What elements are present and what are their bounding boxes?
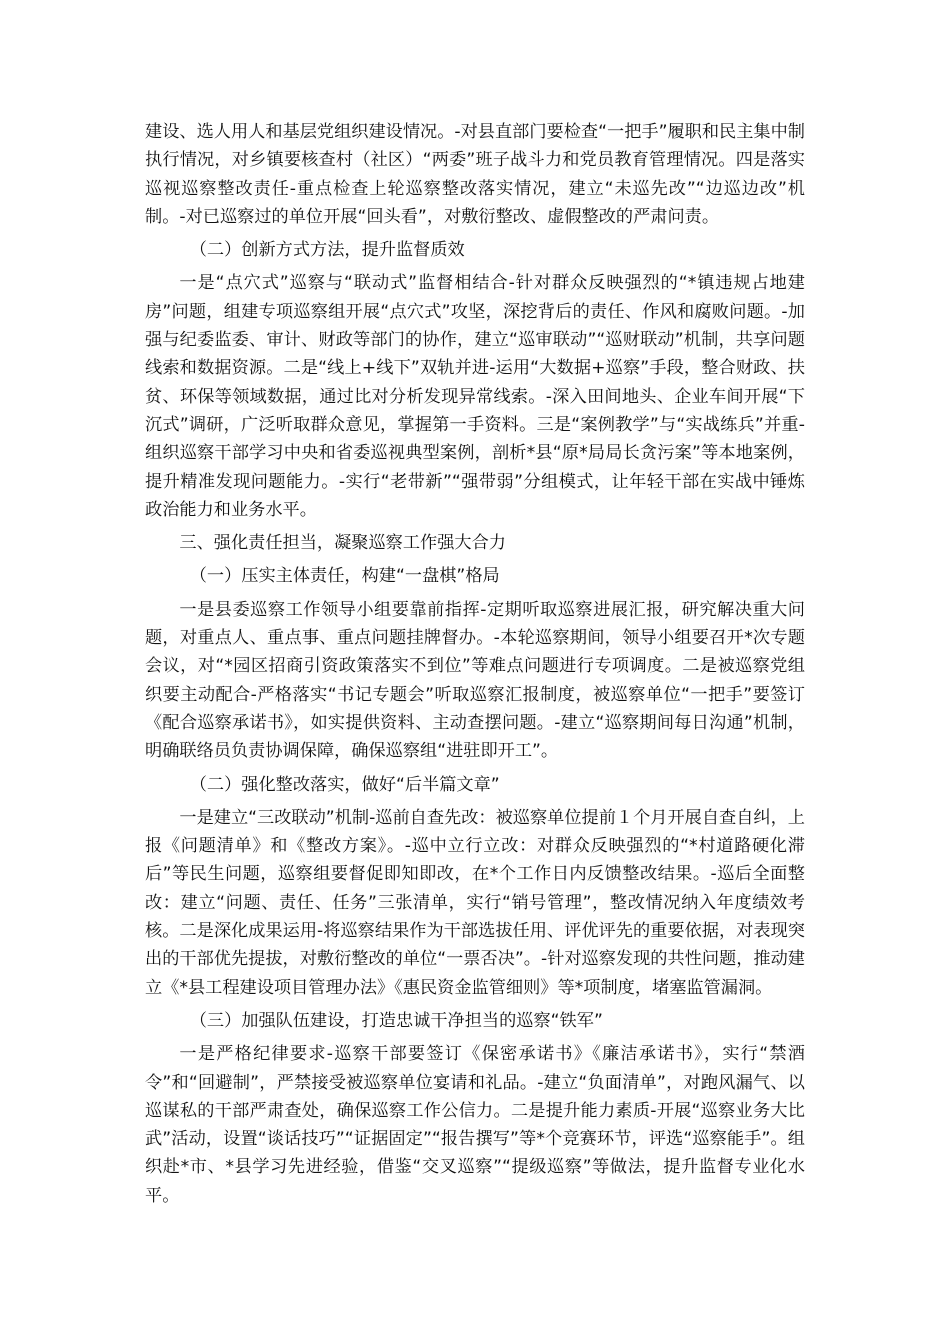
section-heading: 三、强化责任担当，凝聚巡察工作强大合力 [179,533,506,554]
body-paragraph: 一是建立“三改联动”机制-巡前自查先改：被巡察单位提前１个月开展自查自纠，上报《问题清单》和《整改方案》。-巡中立行立改：对群众反映强烈的“*村道路硬化滞后”等民生问题，巡察组要督促即知即改，在*个工作日内反馈整改结果。-巡后全面整改：建立“问题、责任、任务”三张清单，实行“销号管理”，整改情况纳入年度绩效考核。二是深化成果运用-将巡察结果作为干部选拔任用、评优评先的重要依据，对表现突出的干部优先提拔，对敷衍整改的单位“一票否决”。-针对巡察发现的共性问题，推动建立《*县工程建设项目管理办法》《惠民资金监管细则》等*项制度，堵塞监管漏洞。 [145,807,805,998]
section-subheading: （一）压实主体责任，构建“一盘棋”格局 [189,566,500,587]
body-paragraph: 一是县委巡察工作领导小组要靠前指挥-定期听取巡察进展汇报，研究解决重大问题，对重点人、重点事、重点问题挂牌督办。-本轮巡察期间，领导小组要召开*次专题会议，对“*园区招商引资政策落实不到位”等难点问题进行专项调度。二是被巡察党组织要主动配合-严格落实“书记专题会”听取巡察汇报制度，被巡察单位“一把手”要签订《配合巡察承诺书》，如实提供资料、主动查摆问题。-建立“巡察期间每日沟通”机制，明确联络员负责协调保障，确保巡察组“进驻即开工”。 [145,599,805,762]
section-subheading: （三）加强队伍建设，打造忠诚干净担当的巡察“铁军” [189,1010,603,1031]
document-page [145,118,805,1215]
section-subheading: （二）创新方式方法，提升监督质效 [189,240,465,261]
section-subheading: （二）强化整改落实，做好“后半篇文章” [189,774,500,795]
body-paragraph: 一是“点穴式”巡察与“联动式”监督相结合-针对群众反映强烈的“*镇违规占地建房”问题，组建专项巡察组开展“点穴式”攻坚，深挖背后的责任、作风和腐败问题。-加强与纪委监委、审计、财政等部门的协作，建立“巡审联动”“巡财联动”机制，共享问题线索和数据资源。二是“线上+线下”双轨并进-运用“大数据+巡察”手段，整合财政、扶贫、环保等领域数据，通过比对分析发现异常线索。-深入田间地头、企业车间开展“下沉式”调研，广泛听取群众意见，掌握第一手资料。三是“案例教学”与“实战练兵”并重-组织巡察干部学习中央和省委巡视典型案例，剖析*县“原*局局长贪污案”等本地案例，提升精准发现问题能力。-实行“老带新”“强带弱”分组模式，让年轻干部在实战中锤炼政治能力和业务水平。 [145,273,805,520]
body-paragraph: 一是严格纪律要求-巡察干部要签订《保密承诺书》《廉洁承诺书》，实行“禁酒令”和“回避制”，严禁接受被巡察单位宴请和礼品。-建立“负面清单”，对跑风漏气、以巡谋私的干部严肃查处，确保巡察工作公信力。二是提升能力素质-开展“巡察业务大比武”活动，设置“谈话技巧”“证据固定”“报告撰写”等*个竞赛环节，评选“巡察能手”。组织赴*市、*县学习先进经验，借鉴“交叉巡察”“提级巡察”等做法，提升监督专业化水平。 [145,1044,805,1206]
body-paragraph: 建设、选人用人和基层党组织建设情况。-对县直部门要检查“一把手”履职和民主集中制执行情况，对乡镇要核查村（社区）“两委”班子战斗力和党员教育管理情况。四是落实巡视巡察整改责任-重点检查上轮巡察整改落实情况，建立“未巡先改”“边巡边改”机制。-对已巡察过的单位开展“回头看”，对敷衍整改、虚假整改的严肃问责。 [145,122,805,227]
